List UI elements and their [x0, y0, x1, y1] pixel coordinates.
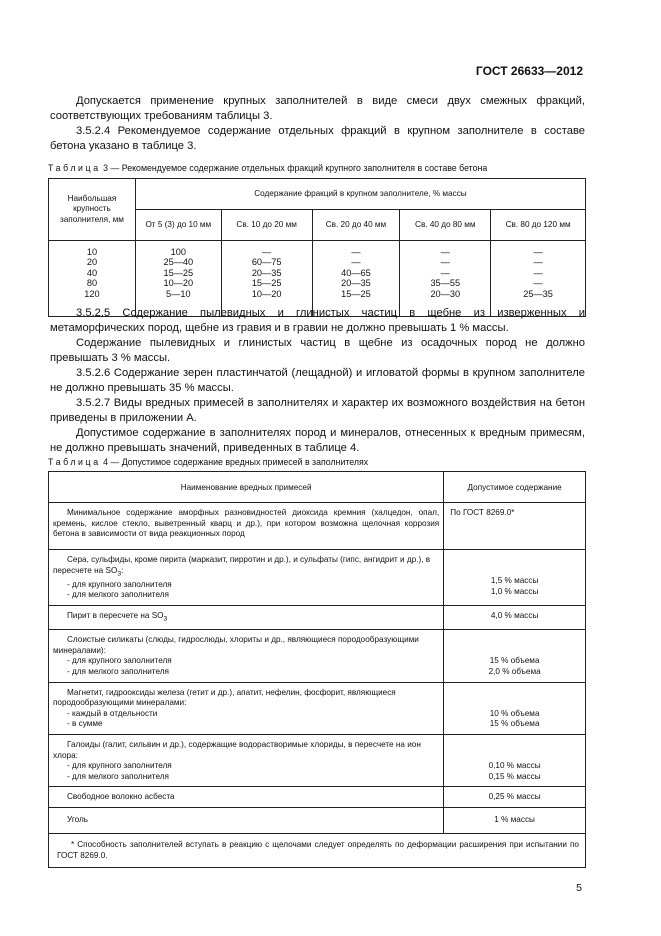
table-value: 20—35: [251, 267, 282, 278]
table-value: 100: [170, 247, 186, 257]
table-value: 120: [84, 288, 100, 299]
table3-col0-header: Наибольшая крупность заполнителя, мм: [49, 179, 136, 241]
heading-colon: :: [121, 565, 124, 575]
table-value: 40—65: [341, 267, 371, 278]
impurity-subvalue: 15 % объема: [489, 656, 540, 666]
subscript: 3: [163, 615, 168, 623]
impurity-subvalue: 1,0 % массы: [490, 586, 539, 596]
impurity-subvalue: 10 % объема: [489, 708, 540, 718]
table-row: [49, 807, 586, 833]
impurity-subitem: - для мелкого заполнителя: [67, 590, 169, 600]
table-value: 40: [86, 267, 98, 278]
table-value: —: [533, 278, 543, 289]
table4-caption: [48, 457, 368, 467]
impurity-name: Минимальное содержание аморфных разновидностей диоксида кремния (халцедон, опал, кремень, кислое стекло, выветренный кварц и др.), при котором возможна щелочная коррозия бетона в зависимости от вида реакционных пород: [49, 503, 444, 550]
impurity-name: [49, 550, 444, 606]
table-row: [49, 682, 586, 734]
table-value: —: [351, 257, 361, 268]
impurity-subvalue: 0,15 % массы: [488, 771, 541, 781]
table3-caption-word: Таблица: [48, 163, 101, 173]
impurity-name-text: Пирит в пересчете на SO: [67, 611, 164, 621]
table-value: —: [262, 247, 272, 257]
table3-caption-text: 3 — Рекомендуемое содержание отдельных фракций крупного заполнителя в составе бетона: [103, 163, 488, 173]
intro-paragraph-1: Допускается применение крупных заполнителей в виде смеси двух смежных фракций, соответствующих требованиям таблицы 3.: [50, 95, 585, 123]
impurity-name: [49, 682, 444, 734]
table-value: 25—35: [523, 288, 553, 299]
impurity-name: [49, 630, 444, 682]
table3-col-header: От 5 (3) до 10 мм: [135, 210, 221, 241]
table-value: —: [440, 247, 450, 257]
table-value: —: [533, 257, 543, 268]
paragraph-3-5-2-6: 3.5.2.6 Содержание зерен пластинчатой (лещадной) и игловатой формы в крупном заполнителе не должно превышать 35 % массы.: [50, 367, 585, 395]
table3-col-header: Св. 20 до 40 мм: [312, 210, 400, 241]
impurity-value: По ГОСТ 8269.0*: [444, 503, 586, 550]
table3-col-header: Св. 10 до 20 мм: [221, 210, 312, 241]
table-value: 35—55: [430, 278, 461, 289]
subscript: 3: [117, 570, 122, 578]
paragraph-3-5-2-5: 3.5.2.5 Содержание пылевидных и глинистых частиц в щебне из изверженных и метаморфических пород, щебне из гравия и в гравии не должно превышать 1 % массы.: [50, 307, 585, 335]
impurity-subitem: - каждый в отдельности: [67, 708, 158, 718]
table-value: 10—20: [251, 288, 282, 299]
table3-group-header: Содержание фракций в крупном заполнителе, % массы: [135, 179, 585, 210]
table3-col-header: Св. 40 до 80 мм: [400, 210, 491, 241]
table-row: [49, 550, 586, 606]
table-value: 15—25: [251, 278, 282, 289]
table-value: 15—25: [163, 267, 194, 278]
table-value: 20: [86, 257, 98, 268]
table-value: 10—20: [163, 278, 194, 289]
impurity-subitem: - для крупного заполнителя: [67, 579, 172, 589]
table4-value-header: Допустимое содержание: [444, 472, 586, 503]
harmful-impurities-table: [48, 471, 586, 868]
impurity-heading: [53, 555, 439, 580]
fractions-table: [48, 178, 586, 317]
impurity-subitem: - для крупного заполнителя: [67, 656, 172, 666]
table-value: —: [440, 267, 450, 278]
impurity-subvalue: 1,5 % массы: [490, 576, 539, 585]
table-value: —: [440, 257, 450, 268]
table-row: [49, 503, 586, 550]
impurity-name: [49, 606, 444, 630]
table-row: [49, 735, 586, 787]
table-value: 60—75: [251, 257, 282, 268]
impurity-heading: Слоистые силикаты (слюды, гидрослюды, хлориты и др., являющиеся породообразующими минералами):: [53, 635, 419, 655]
table-footnote-row: [49, 833, 586, 867]
table-value: —: [533, 267, 543, 278]
impurity-value: [444, 550, 586, 606]
impurity-subvalue: 15 % объема: [489, 719, 540, 729]
impurity-subvalue: 2,0 % объема: [488, 666, 541, 676]
paragraph-dust-sedimentary: Содержание пылевидных и глинистых частиц в щебне из осадочных пород не должно превышать 3 % массы.: [50, 337, 585, 365]
table4-caption-word: Таблица: [48, 457, 101, 467]
table-value: —: [533, 247, 543, 257]
impurity-subitem: - для мелкого заполнителя: [67, 771, 169, 781]
impurity-value: [444, 682, 586, 734]
impurity-subvalue: 0,10 % массы: [488, 761, 541, 770]
impurity-subitem: - в сумме: [67, 719, 103, 729]
impurity-value: [444, 735, 586, 787]
table-value: 5—10: [166, 288, 191, 299]
table-value: —: [351, 247, 361, 257]
table4-footnote: * Способность заполнителей вступать в реакцию с щелочами следует определять по деформации расширения при испытании по ГОСТ 8269.0.: [49, 833, 586, 867]
table-value: 10: [86, 247, 98, 257]
paragraph-3-5-2-7: 3.5.2.7 Виды вредных примесей в заполнителях и характер их возможного воздействия на бетон приведены в приложении А.: [50, 397, 585, 425]
table-row: [49, 606, 586, 630]
impurity-heading: Магнетит, гидрооксиды железа (гетит и др.), апатит, нефелин, фосфорит, являющиеся породообразующими минералами:: [53, 687, 396, 708]
impurity-name: Свободное волокно асбеста: [49, 787, 444, 808]
impurity-subitem: - для мелкого заполнителя: [67, 667, 169, 677]
table-value: 20—35: [341, 278, 371, 289]
table3-col-header: Св. 80 до 120 мм: [491, 210, 586, 241]
impurity-value: 0,25 % массы: [444, 787, 586, 808]
table-row: [49, 630, 586, 682]
paragraph-allowable-content: Допустимое содержание в заполнителях пород и минералов, отнесенных к вредным примесям, не должно превышать значений, приведенных в таблице 4.: [50, 427, 585, 455]
table-value: 25—40: [163, 257, 194, 268]
table4-caption-text: 4 — Допустимое содержание вредных примесей в заполнителях: [103, 457, 369, 467]
table-row: [49, 787, 586, 808]
impurity-value: 4,0 % массы: [444, 606, 586, 630]
impurity-name: Уголь: [49, 807, 444, 833]
impurity-subitem: - для крупного заполнителя: [67, 761, 172, 771]
impurity-name: [49, 735, 444, 787]
table-value: 20—30: [430, 288, 461, 299]
standard-designation: ГОСТ 26633—2012: [475, 64, 583, 78]
impurity-heading: Галоиды (галит, сильвин и др.), содержащие водорастворимые хлориды, в пересчете на ион хлора:: [53, 740, 421, 760]
impurity-value: [444, 630, 586, 682]
table-value: 80: [86, 278, 98, 289]
table3-caption: [48, 163, 487, 173]
table4-name-header: Наименование вредных примесей: [49, 472, 444, 503]
intro-paragraph-2: 3.5.2.4 Рекомендуемое содержание отдельных фракций в крупном заполнителе в составе бетона указано в таблице 3.: [50, 125, 585, 153]
impurity-value: 1 % массы: [444, 807, 586, 833]
impurity-heading-text: Сера, сульфиды, кроме пирита (марказит, пирротин и др.), и сульфаты (гипс, ангидрит и др.), в пересчете на SO: [53, 555, 431, 575]
table-value: 15—25: [341, 288, 371, 299]
page-number: 5: [576, 882, 582, 894]
